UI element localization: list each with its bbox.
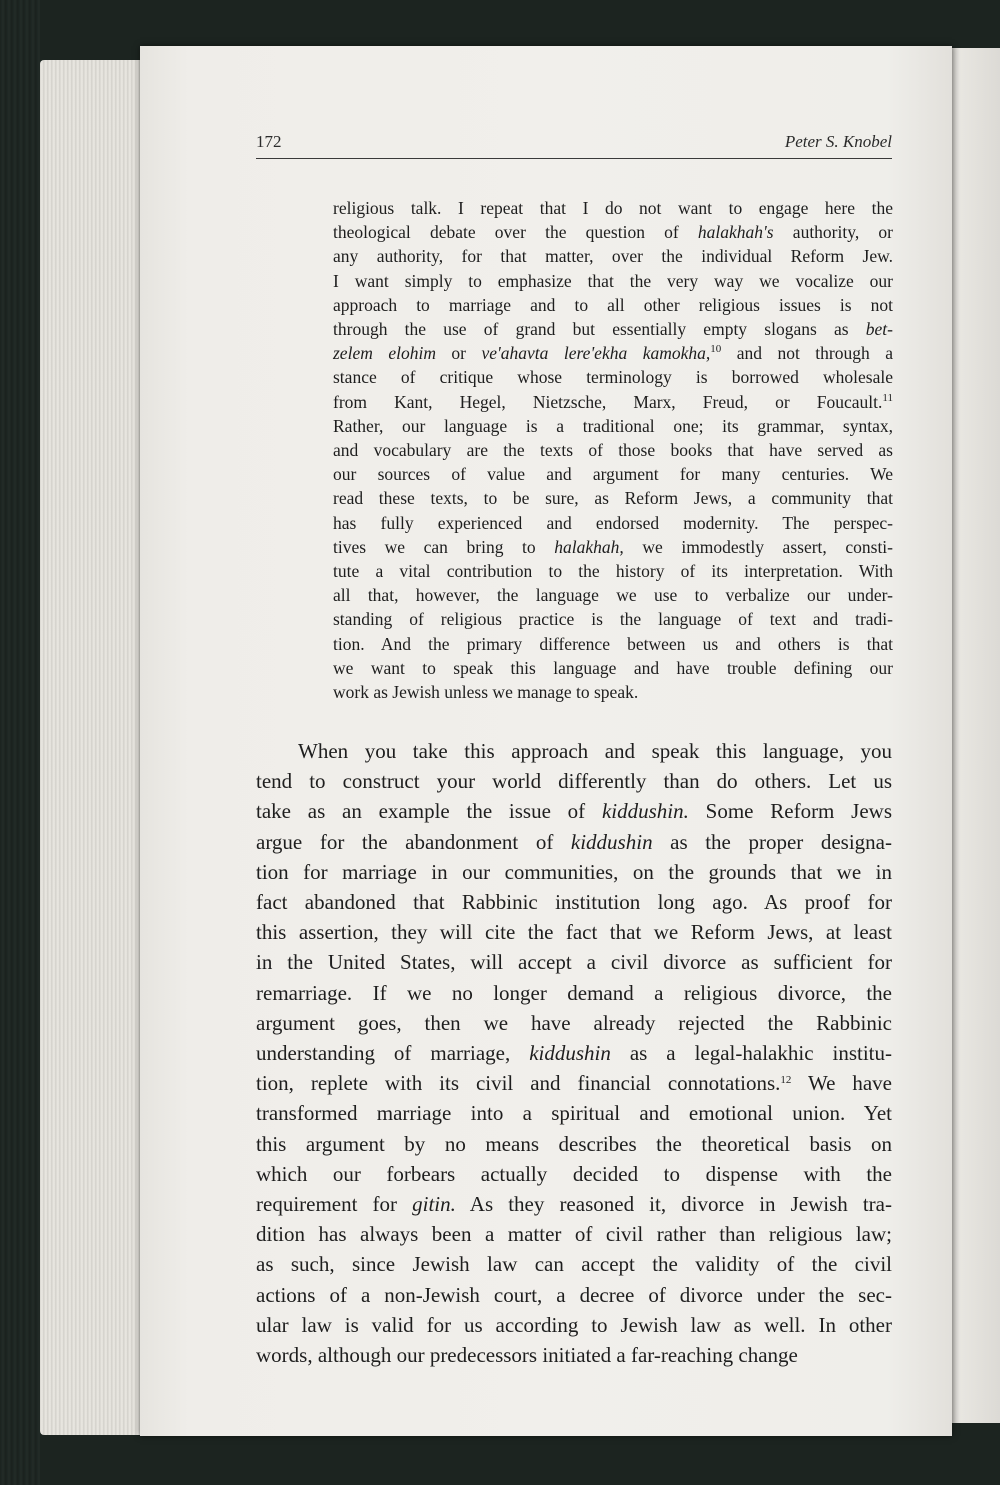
text-line <box>333 680 893 704</box>
text-run: as the proper designa- <box>652 829 892 854</box>
text-line <box>256 1310 892 1340</box>
block-quote <box>333 196 893 704</box>
page-number: 172 <box>256 132 282 151</box>
text-line <box>333 317 893 341</box>
text-run: tion for marriage in our communities, on the grounds that we in <box>256 859 892 884</box>
text-run: theological debate over the question of <box>333 222 698 243</box>
text-line <box>256 1068 892 1098</box>
text-line <box>256 766 892 796</box>
footnote-ref: 12 <box>780 1074 792 1087</box>
text-line <box>256 1219 892 1249</box>
text-run: we immodestly assert, consti- <box>623 536 893 557</box>
text-run: religious talk. I repeat that I do not want to engage here the <box>333 198 893 218</box>
text-line <box>256 887 892 917</box>
text-run: tion. And the primary difference between us and others is that <box>333 633 893 654</box>
text-run: tion, replete with its civil and financial connotations. <box>256 1071 781 1096</box>
text-line <box>333 269 893 293</box>
text-line <box>256 1249 892 1279</box>
text-line <box>333 414 893 438</box>
page-header <box>256 132 892 159</box>
text-line <box>333 511 893 535</box>
text-run: fact abandoned that Rabbinic institution long ago. As proof for <box>256 890 892 915</box>
text-run: any authority, for that matter, over the individual Reform Jew. <box>333 246 893 267</box>
text-line <box>333 365 893 389</box>
text-line <box>256 1098 892 1128</box>
text-line <box>333 390 893 414</box>
text-line <box>333 244 893 268</box>
text-run: words, although our predecessors initiated a far-reaching change <box>256 1343 798 1368</box>
text-run: argument goes, then we have already rejected the Rabbinic <box>256 1010 892 1035</box>
italic-term: kiddushin. <box>601 799 689 824</box>
text-line <box>256 827 892 857</box>
text-run: this assertion, they will cite the fact that we Reform Jews, at least <box>256 920 892 945</box>
text-line <box>333 535 893 559</box>
text-run: tend to construct your world differently than do others. Let us <box>256 769 892 794</box>
text-line <box>333 196 893 220</box>
text-run: dition has always been a matter of civil rather than religious law; <box>256 1222 892 1247</box>
text-run: transformed marriage into a spiritual and emotional union. Yet <box>256 1101 892 1126</box>
text-line <box>256 1129 892 1159</box>
text-run: this argument by no means describes the theoretical basis on <box>256 1131 892 1156</box>
text-run: ular law is valid for us according to Jewish law as well. In other <box>256 1312 892 1337</box>
footnote-ref: 11 <box>882 391 893 404</box>
text-run: Some Reform Jews <box>688 799 892 824</box>
text-line <box>333 656 893 680</box>
text-run: approach to marriage and to all other religious issues is not <box>333 294 893 315</box>
text-run: authority, or <box>773 222 893 243</box>
text-line <box>256 736 892 766</box>
italic-term: halakhah's <box>697 222 774 243</box>
text-line <box>256 978 892 1008</box>
text-line <box>256 1038 892 1068</box>
text-line <box>256 796 892 826</box>
text-line <box>333 559 893 583</box>
text-line <box>333 462 893 486</box>
italic-term: bet- <box>865 319 893 340</box>
text-run: from Kant, Hegel, Nietzsche, Marx, Freud, or Foucault. <box>333 391 883 412</box>
text-line <box>333 293 893 317</box>
text-run: I want simply to emphasize that the very way we vocalize our <box>333 270 893 291</box>
text-run: or <box>435 343 482 364</box>
italic-term: ve'ahavta lere'ekha kamokha, <box>481 343 711 364</box>
text-line <box>333 607 893 631</box>
text-run: tives we can bring to <box>333 536 555 557</box>
text-run: our sources of value and argument for many centuries. We <box>333 464 893 485</box>
text-run: actions of a non-Jewish court, a decree of divorce under the sec- <box>256 1282 892 1307</box>
text-run: standing of religious practice is the language of text and tradi- <box>333 609 893 630</box>
text-run: and not through a <box>721 343 893 364</box>
text-run: remarriage. If we no longer demand a religious divorce, the <box>256 980 892 1005</box>
text-run: through the use of grand but essentially empty slogans as <box>333 319 866 340</box>
text-line <box>333 220 893 244</box>
italic-term: gitin. <box>412 1192 456 1217</box>
text-line <box>256 917 892 947</box>
text-line <box>256 1280 892 1310</box>
backdrop-left <box>0 0 40 1485</box>
text-line <box>256 857 892 887</box>
text-line <box>256 1340 892 1370</box>
text-run: When you take this approach and speak this language, you <box>298 739 892 763</box>
text-line <box>333 632 893 656</box>
italic-term: halakhah, <box>554 536 624 557</box>
text-run: has fully experienced and endorsed modernity. The perspec- <box>333 512 893 533</box>
text-run: we want to speak this language and have trouble defining our <box>333 657 893 678</box>
text-line <box>333 438 893 462</box>
text-run: as such, since Jewish law can accept the validity of the civil <box>256 1252 892 1277</box>
text-run: understanding of marriage, <box>256 1041 530 1066</box>
italic-term: zelem elohim <box>333 343 436 364</box>
text-run: stance of critique whose terminology is borrowed wholesale <box>333 367 893 388</box>
italic-term: kiddushin <box>529 1041 611 1066</box>
book-page <box>140 46 952 1436</box>
text-run: and vocabulary are the texts of those books that have served as <box>333 440 893 461</box>
text-run: read these texts, to be sure, as Reform Jews, a community that <box>333 488 893 509</box>
text-run: tute a vital contribution to the history of its interpretation. With <box>333 561 893 582</box>
text-line <box>256 947 892 977</box>
footnote-ref: 10 <box>710 343 722 356</box>
text-run: requirement for <box>256 1192 413 1217</box>
text-run: in the United States, will accept a civil divorce as sufficient for <box>256 950 892 975</box>
text-run: As they reasoned it, divorce in Jewish tra- <box>455 1192 892 1217</box>
text-line <box>256 1189 892 1219</box>
text-line <box>333 341 893 365</box>
body-paragraph <box>256 736 892 1370</box>
text-line <box>333 583 893 607</box>
italic-term: kiddushin <box>570 829 653 854</box>
text-run: which our forbears actually decided to dispense with the <box>256 1161 892 1186</box>
text-run: as a legal-halakhic institu- <box>610 1041 892 1066</box>
text-run: argue for the abandonment of <box>256 829 571 854</box>
text-run: We have <box>791 1071 892 1096</box>
running-head: Peter S. Knobel <box>784 132 892 151</box>
text-line <box>256 1008 892 1038</box>
text-run: work as Jewish unless we manage to speak. <box>333 682 639 703</box>
text-line <box>333 486 893 510</box>
text-run: Rather, our language is a traditional one; its grammar, syntax, <box>333 415 893 436</box>
text-line <box>256 1159 892 1189</box>
text-run: take as an example the issue of <box>256 799 602 824</box>
text-run: all that, however, the language we use to verbalize our under- <box>333 585 893 606</box>
next-page-edge <box>950 48 1000 1423</box>
